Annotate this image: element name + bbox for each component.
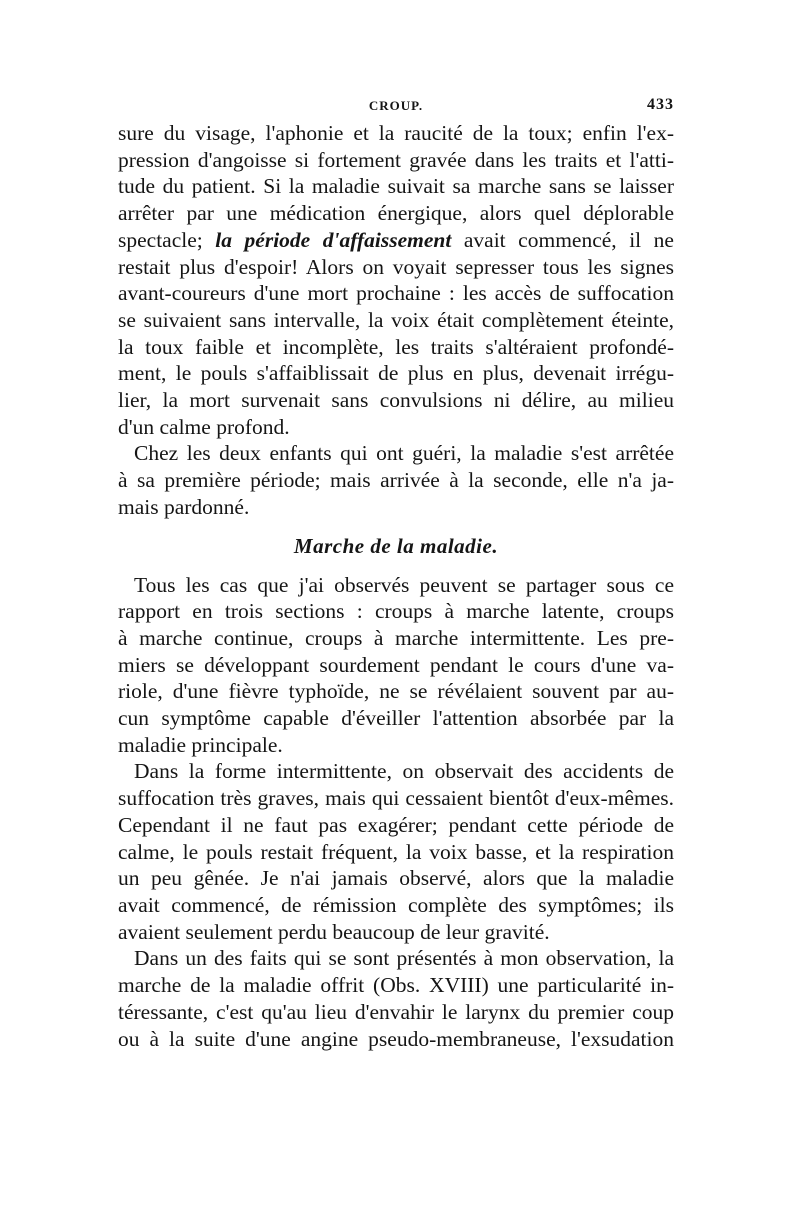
paragraph-2 bbox=[118, 440, 674, 520]
text-line: cun symptôme capable d'éveiller l'attention absorbée par la bbox=[118, 706, 674, 731]
italic-term: la période d'affaissement bbox=[215, 227, 452, 252]
text-line: Tous les cas que j'ai observés peuvent se partager sous ce bbox=[134, 572, 674, 597]
paragraph-3 bbox=[118, 572, 674, 759]
text-line: avait commencé, de rémission complète des symptômes; ils bbox=[118, 892, 674, 917]
paragraph-5 bbox=[118, 945, 674, 1052]
book-page bbox=[118, 92, 674, 1052]
text-line: avaient seulement perdu beaucoup de leur gravité. bbox=[118, 919, 550, 944]
running-head bbox=[118, 92, 674, 116]
text-line: tude du patient. Si la maladie suivait sa marche sans se laisser bbox=[118, 174, 674, 199]
text-line: miers se développant sourdement pendant le cours d'une va- bbox=[118, 652, 674, 677]
text-line: ou à la suite d'une angine pseudo-membraneuse, l'exsudation bbox=[118, 1026, 674, 1051]
text-line: pression d'angoisse si fortement gravée dans les traits et l'atti- bbox=[118, 147, 674, 172]
text-line: d'un calme profond. bbox=[118, 414, 290, 439]
text-line: un peu gênée. Je n'ai jamais observé, alors que la maladie bbox=[118, 866, 674, 891]
section-heading: Marche de la maladie. bbox=[293, 533, 499, 558]
text-line: suffocation très graves, mais qui cessaient bientôt d'eux-mêmes. bbox=[118, 786, 674, 811]
text-line: lier, la mort survenait sans convulsions ni délire, au milieu bbox=[118, 388, 674, 413]
text-line: rapport en trois sections : croups à marche latente, croups bbox=[118, 599, 674, 624]
text-line: sure du visage, l'aphonie et la raucité de la toux; enfin l'ex- bbox=[118, 121, 674, 145]
text-span: avait commencé, il ne bbox=[451, 227, 674, 252]
page-number: 433 bbox=[647, 96, 674, 113]
text-line: maladie principale. bbox=[118, 732, 283, 757]
paragraph-4 bbox=[118, 758, 674, 945]
text-line: à sa première période; mais arrivée à la seconde, elle n'a ja- bbox=[118, 468, 674, 493]
text-line: restait plus d'espoir! Alors on voyait sepresser tous les signes bbox=[118, 254, 674, 279]
text-line: Cependant il ne faut pas exagérer; pendant cette période de bbox=[118, 812, 674, 837]
text-line: avant-coureurs d'une mort prochaine : les accès de suffocation bbox=[118, 281, 674, 306]
text-line: calme, le pouls restait fréquent, la voix basse, et la respiration bbox=[118, 839, 674, 864]
text-line: la toux faible et incomplète, les traits s'altéraient profondé- bbox=[118, 334, 674, 359]
text-line bbox=[118, 227, 674, 254]
text-line: marche de la maladie offrit (Obs. XVIII) une particularité in- bbox=[118, 973, 674, 998]
text-line: mais pardonné. bbox=[118, 494, 250, 519]
text-line: ment, le pouls s'affaiblissait de plus en plus, devenait irrégu- bbox=[118, 361, 674, 386]
text-line: riole, d'une fièvre typhoïde, ne se révélaient souvent par au- bbox=[118, 679, 674, 704]
text-line: téressante, c'est qu'au lieu d'envahir le larynx du premier coup bbox=[118, 999, 674, 1024]
text-line: Chez les deux enfants qui ont guéri, la maladie s'est arrêtée bbox=[134, 441, 674, 466]
paragraph-1 bbox=[118, 120, 674, 440]
text-line: Dans la forme intermittente, on observait des accidents de bbox=[134, 759, 674, 784]
running-title: CROUP. bbox=[368, 98, 424, 113]
text-line: à marche continue, croups à marche intermittente. Les pre- bbox=[118, 625, 674, 650]
text-line: arrêter par une médication énergique, alors quel déplorable bbox=[118, 201, 674, 226]
text-line: Dans un des faits qui se sont présentés à mon observation, la bbox=[134, 946, 674, 971]
text-span: spectacle; bbox=[118, 227, 216, 252]
text-line: se suivaient sans intervalle, la voix était complètement éteinte, bbox=[118, 307, 674, 332]
